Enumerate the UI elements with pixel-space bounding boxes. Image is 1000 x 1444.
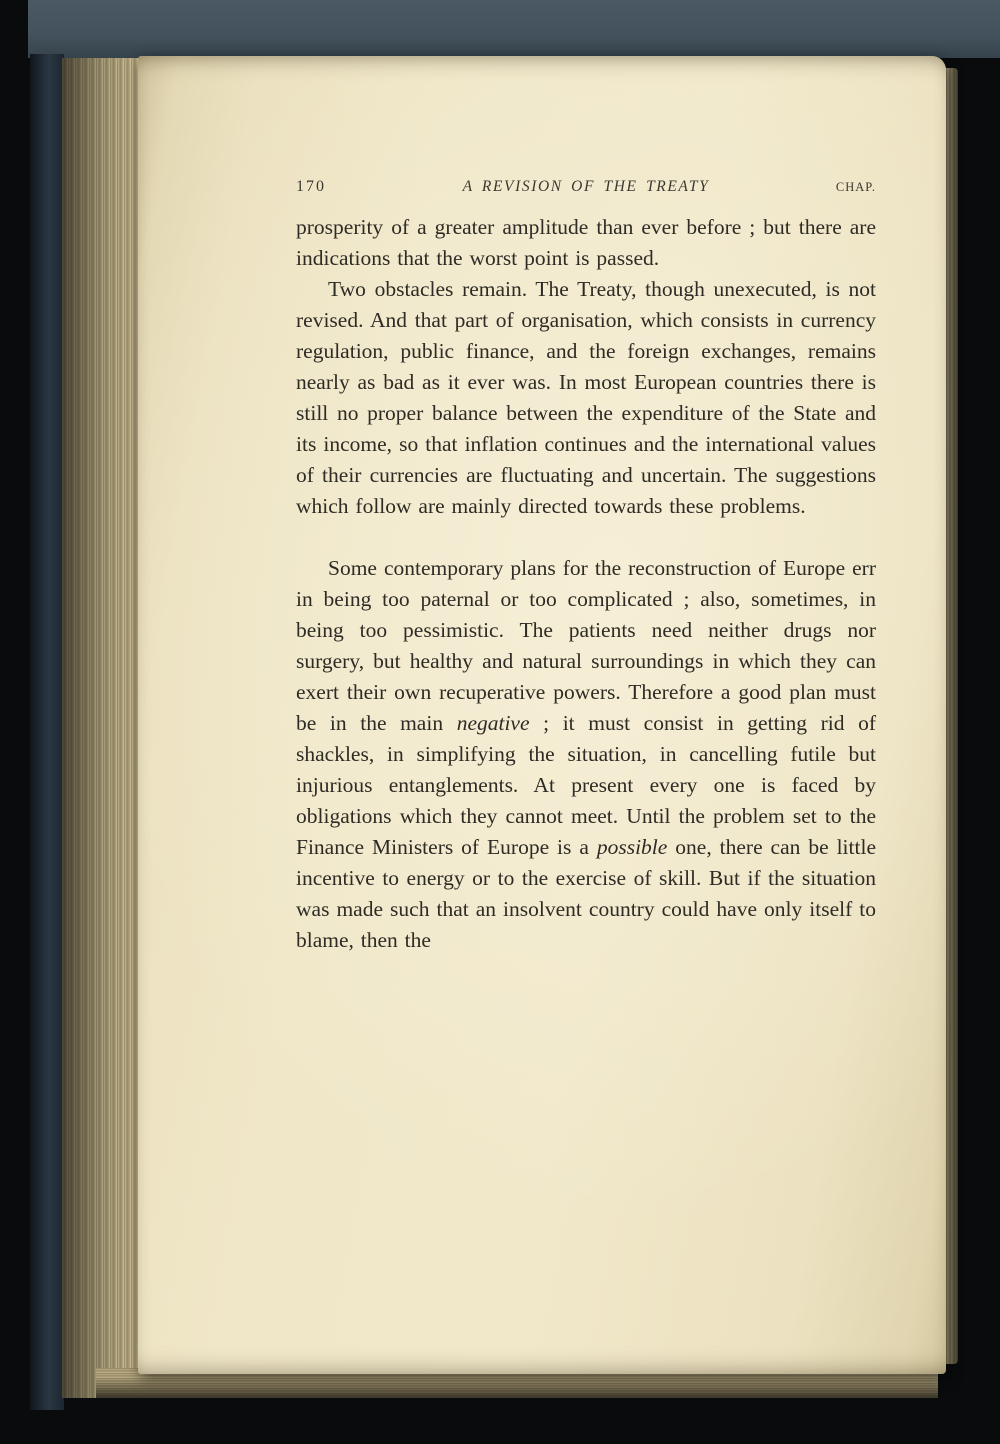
book-cover-edge <box>30 54 64 1410</box>
text-run: Two obstacles remain. The Treaty, though unexecuted, is not revised. And that part of organisation, which consists in currency regulation, public finance, and the foreign exchanges, remains nearly as bad as it ever was. In most European countries there is still no proper balance between the expenditure of the State and its income, so that inflation continues and the international values of their currencies are fluctuating and uncertain. The suggestions which follow are mainly directed towards these problems. <box>296 277 876 518</box>
running-title: A REVISION OF THE TREATY <box>462 178 710 195</box>
text-run: ; it must consist in getting rid of shackles, in simplifying the situation, in cancelling futile but injurious entanglements. At present every one is faced by obligations which they cannot meet. Until the problem set to the Finance Ministers of Europe is a <box>296 711 877 859</box>
text-run: prosperity of a greater amplitude than ever before ; but there are indications that the worst point is passed. <box>296 215 876 270</box>
running-header <box>296 178 876 196</box>
page-body <box>296 212 876 956</box>
italic-text-run: negative <box>456 711 530 735</box>
paragraph <box>296 212 876 274</box>
paragraph <box>296 274 876 522</box>
backdrop-surface <box>28 0 1000 58</box>
page-number: 170 <box>296 178 326 195</box>
page-edges-right <box>944 68 958 1364</box>
chapter-label: CHAP. <box>835 180 876 194</box>
italic-text-run: possible <box>596 835 668 859</box>
page-edges-left <box>62 58 148 1398</box>
text-run: one, there can be little incentive to energy or to the exercise of skill. But if the situation was made such that an insolvent country could have only itself to blame, then the <box>296 835 876 952</box>
text-run: Some contemporary plans for the reconstruction of Europe err in being too paternal or too complicated ; also, sometimes, in being too pessimistic. The patients need neither drugs nor surgery, but healthy and natural surroundings in which they can exert their own recuperative powers. Therefore a good plan must be in the main <box>296 556 876 735</box>
book-page <box>138 56 946 1374</box>
paragraph <box>296 553 876 956</box>
